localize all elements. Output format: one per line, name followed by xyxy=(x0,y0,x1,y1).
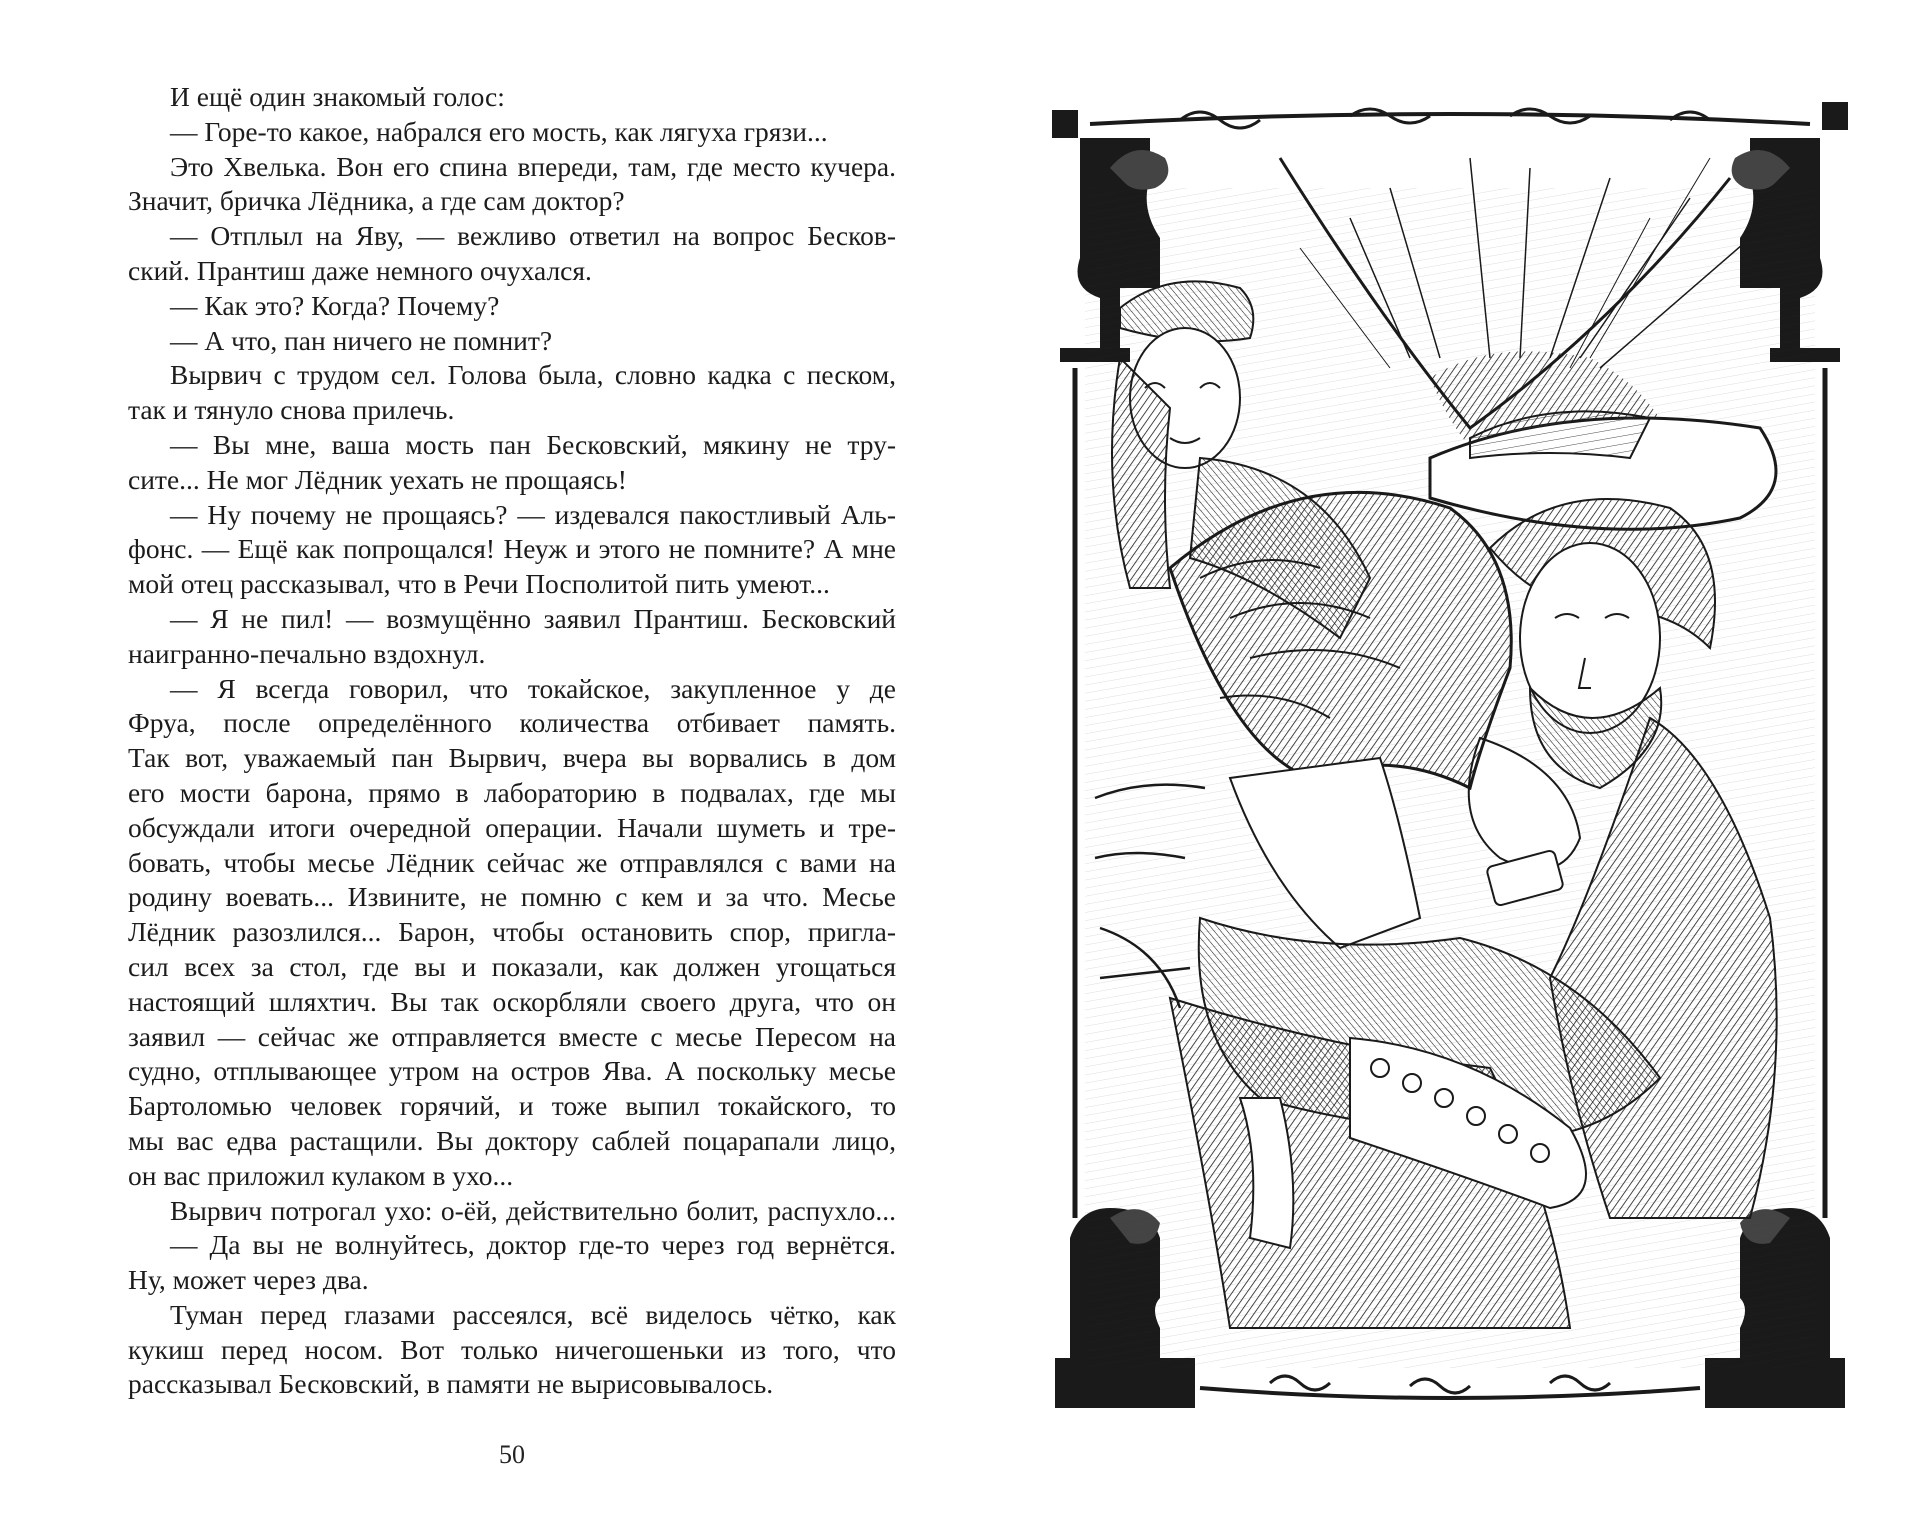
text-line: кукиш перед носом. Вот только ничегошеньки из того, что xyxy=(128,1333,896,1365)
text-line: Вырвич потрогал ухо: о-ёй, действительно болит, распухло... xyxy=(170,1194,896,1226)
text-line: заявил — сейчас же отправляется вместе с месье Пересом на xyxy=(128,1020,896,1052)
corner-block-top-left xyxy=(1052,110,1078,138)
right-page xyxy=(1050,98,1850,1418)
page-number: 50 xyxy=(499,1440,525,1469)
corner-block-top-right xyxy=(1822,102,1848,130)
text-line: — Да вы не волнуйтесь, доктор где-то через год вернётся. xyxy=(170,1229,896,1261)
text-line: мы вас едва растащили. Вы доктору саблей поцарапали лицо, xyxy=(128,1124,896,1156)
text-line: фонс. — Ещё как попрощался! Неуж и этого не помните? А мне xyxy=(128,533,896,565)
text-line: — Вы мне, ваша мость пан Бесковский, мякину не тру- xyxy=(170,428,896,460)
text-line: — Я всегда говорил, что токайское, закупленное у де xyxy=(170,672,896,704)
text-line: сил всех за стол, где вы и показали, как должен угощаться xyxy=(128,950,896,982)
text-line: наигранно-печально вздохнул. xyxy=(128,637,486,669)
text-line: судно, отплывающее утром на остров Ява. А поскольку месье xyxy=(128,1055,896,1087)
text-line: он вас приложил кулаком в ухо... xyxy=(128,1159,514,1191)
text-line: Значит, бричка Лёдника, а где сам доктор? xyxy=(128,185,625,217)
text-line: так и тянуло снова прилечь. xyxy=(128,394,455,426)
left-page xyxy=(128,80,896,1480)
text-line: — Горе-то какое, набрался его мость, как лягуха грязи... xyxy=(170,115,828,147)
text-line: ский. Прантиш даже немного очухался. xyxy=(128,254,592,286)
text-line: — Ну почему не прощаясь? — издевался пакостливый Аль- xyxy=(170,498,896,530)
text-line: родину воевать... Извините, не помню с кем и за что. Месье xyxy=(128,881,896,913)
text-line: Вырвич с трудом сел. Голова была, словно кадка с песком, xyxy=(170,359,896,391)
text-line: И ещё один знакомый голос: xyxy=(170,81,505,112)
text-line: — Как это? Когда? Почему? xyxy=(170,289,500,321)
text-line: рассказывал Бесковский, в памяти не вырисовывалось. xyxy=(128,1368,774,1400)
text-line: Ну, может через два. xyxy=(128,1264,369,1296)
text-line: — Я не пил! — возмущённо заявил Прантиш. Бесковский xyxy=(170,602,896,634)
text-line: сите... Не мог Лёдник уехать не прощаясь! xyxy=(128,463,627,495)
text-line: бовать, чтобы месье Лёдник сейчас же отправлялся с вами на xyxy=(128,846,896,878)
text-line: Это Хвелька. Вон его спина впереди, там, где место кучера. xyxy=(170,150,896,182)
text-line: Туман перед глазами рассеялся, всё виделось чётко, как xyxy=(170,1298,896,1330)
text-line: Фруа, после определённого количества отбивает память. xyxy=(128,707,896,739)
text-line: — Отплыл на Яву, — вежливо ответил на вопрос Бесков- xyxy=(170,220,896,252)
engraving-illustration-icon xyxy=(1050,98,1850,1418)
text-line: Так вот, уважаемый пан Вырвич, вчера вы ворвались в дом xyxy=(128,742,896,774)
text-line: Лёдник разозлился... Барон, чтобы остановить спор, пригла- xyxy=(128,916,896,948)
text-line: обсуждали итоги очередной операции. Начали шуметь и тре- xyxy=(128,811,896,843)
text-line: — А что, пан ничего не помнит? xyxy=(170,324,553,356)
text-line: мой отец рассказывал, что в Речи Посполитой пить умеют... xyxy=(128,568,830,600)
body-text xyxy=(128,80,896,1402)
text-line: настоящий шляхтич. Вы так оскорбляли своего друга, что он xyxy=(128,985,896,1017)
text-line: Бартоломью человек горячий, и тоже выпил токайского, то xyxy=(128,1090,896,1122)
text-line: его мости барона, прямо в лабораторию в подвалах, где мы xyxy=(128,776,896,808)
